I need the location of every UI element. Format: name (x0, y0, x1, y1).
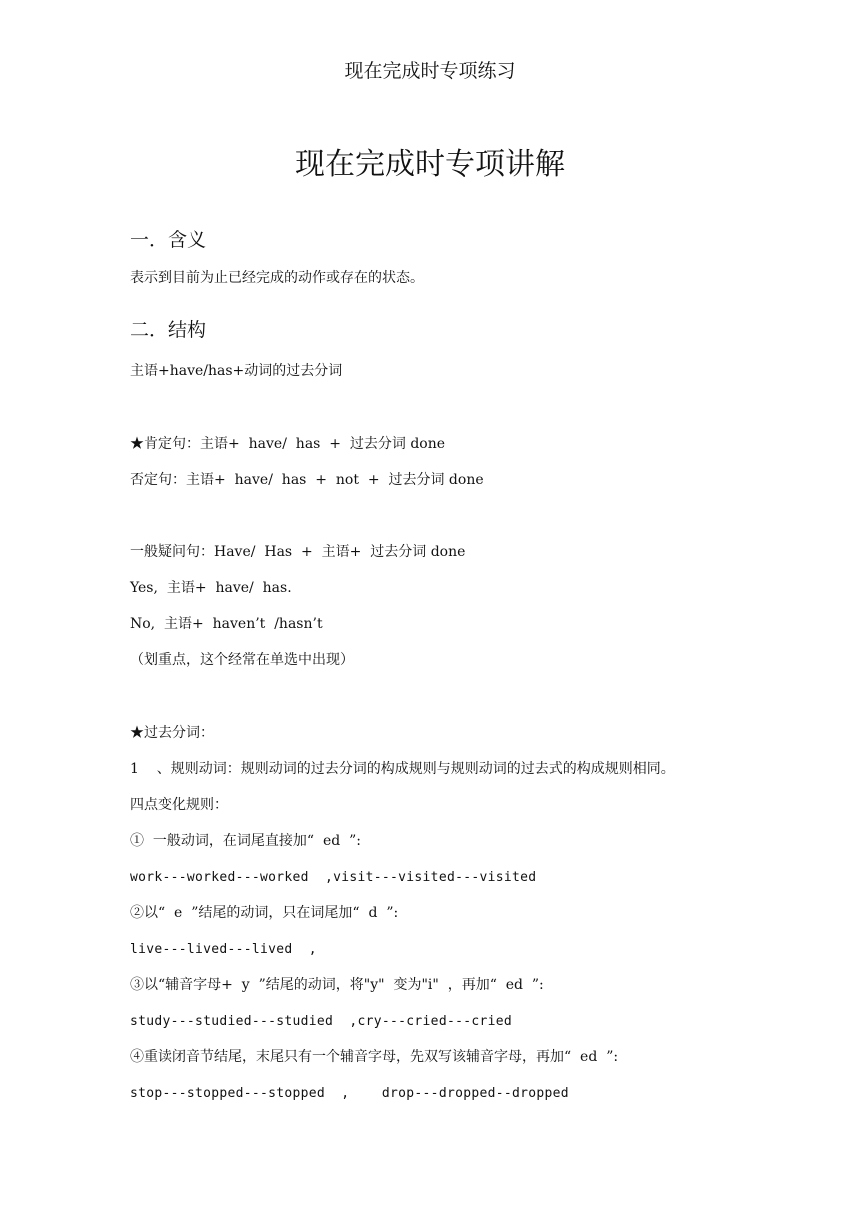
yes-answer-formula: Yes, 主语+ have/ has. (130, 580, 292, 596)
rule-3-text: ③以“辅音字母+ y ”结尾的动词，将"y" 变为"i" ，再加“ ed ”: (130, 977, 544, 993)
rule-2-text: ②以“ e ”结尾的动词，只在词尾加“ d ”: (130, 905, 399, 921)
rules-title: 四点变化规则： (130, 797, 228, 813)
rule-1-text: ① 一般动词，在词尾直接加“ ed ”: (130, 833, 361, 849)
no-answer-formula: No, 主语+ haven’t /hasn’t (130, 616, 323, 632)
affirmative-formula: ★肯定句：主语+ have/ has + 过去分词 done (130, 436, 446, 452)
rule-4-text: ④重读闭音节结尾，末尾只有一个辅音字母，先双写该辅音字母，再加“ ed ”: (130, 1049, 619, 1065)
rule-2-example: live---lived---lived , (130, 942, 317, 957)
past-participle-heading: ★过去分词： (130, 725, 214, 741)
negative-formula: 否定句：主语+ have/ has + not + 过去分词 done (130, 472, 484, 488)
meaning-text: 表示到目前为止已经完成的动作或存在的状态。 (130, 270, 424, 286)
emphasis-note: （划重点，这个经常在单选中出现） (130, 652, 354, 668)
rule-3-example: study---studied---studied ,cry---cried---cried (130, 1014, 512, 1029)
section-heading-structure: 二．结构 (130, 319, 207, 341)
running-header: 现在完成时专项练习 (344, 60, 516, 82)
structure-formula: 主语+have/has+动词的过去分词 (130, 363, 343, 379)
rule-1-example: work---worked---worked ,visit---visited---visited (130, 870, 537, 885)
document-title: 现在完成时专项讲解 (295, 147, 565, 182)
regular-verbs-text: 1 、规则动词：规则动词的过去分词的构成规则与规则动词的过去式的构成规则相同。 (130, 761, 675, 777)
question-formula: 一般疑问句：Have/ Has + 主语+ 过去分词 done (130, 544, 466, 560)
section-heading-meaning: 一．含义 (130, 229, 207, 251)
rule-4-example: stop---stopped---stopped , drop---dropped--dropped (130, 1086, 569, 1101)
